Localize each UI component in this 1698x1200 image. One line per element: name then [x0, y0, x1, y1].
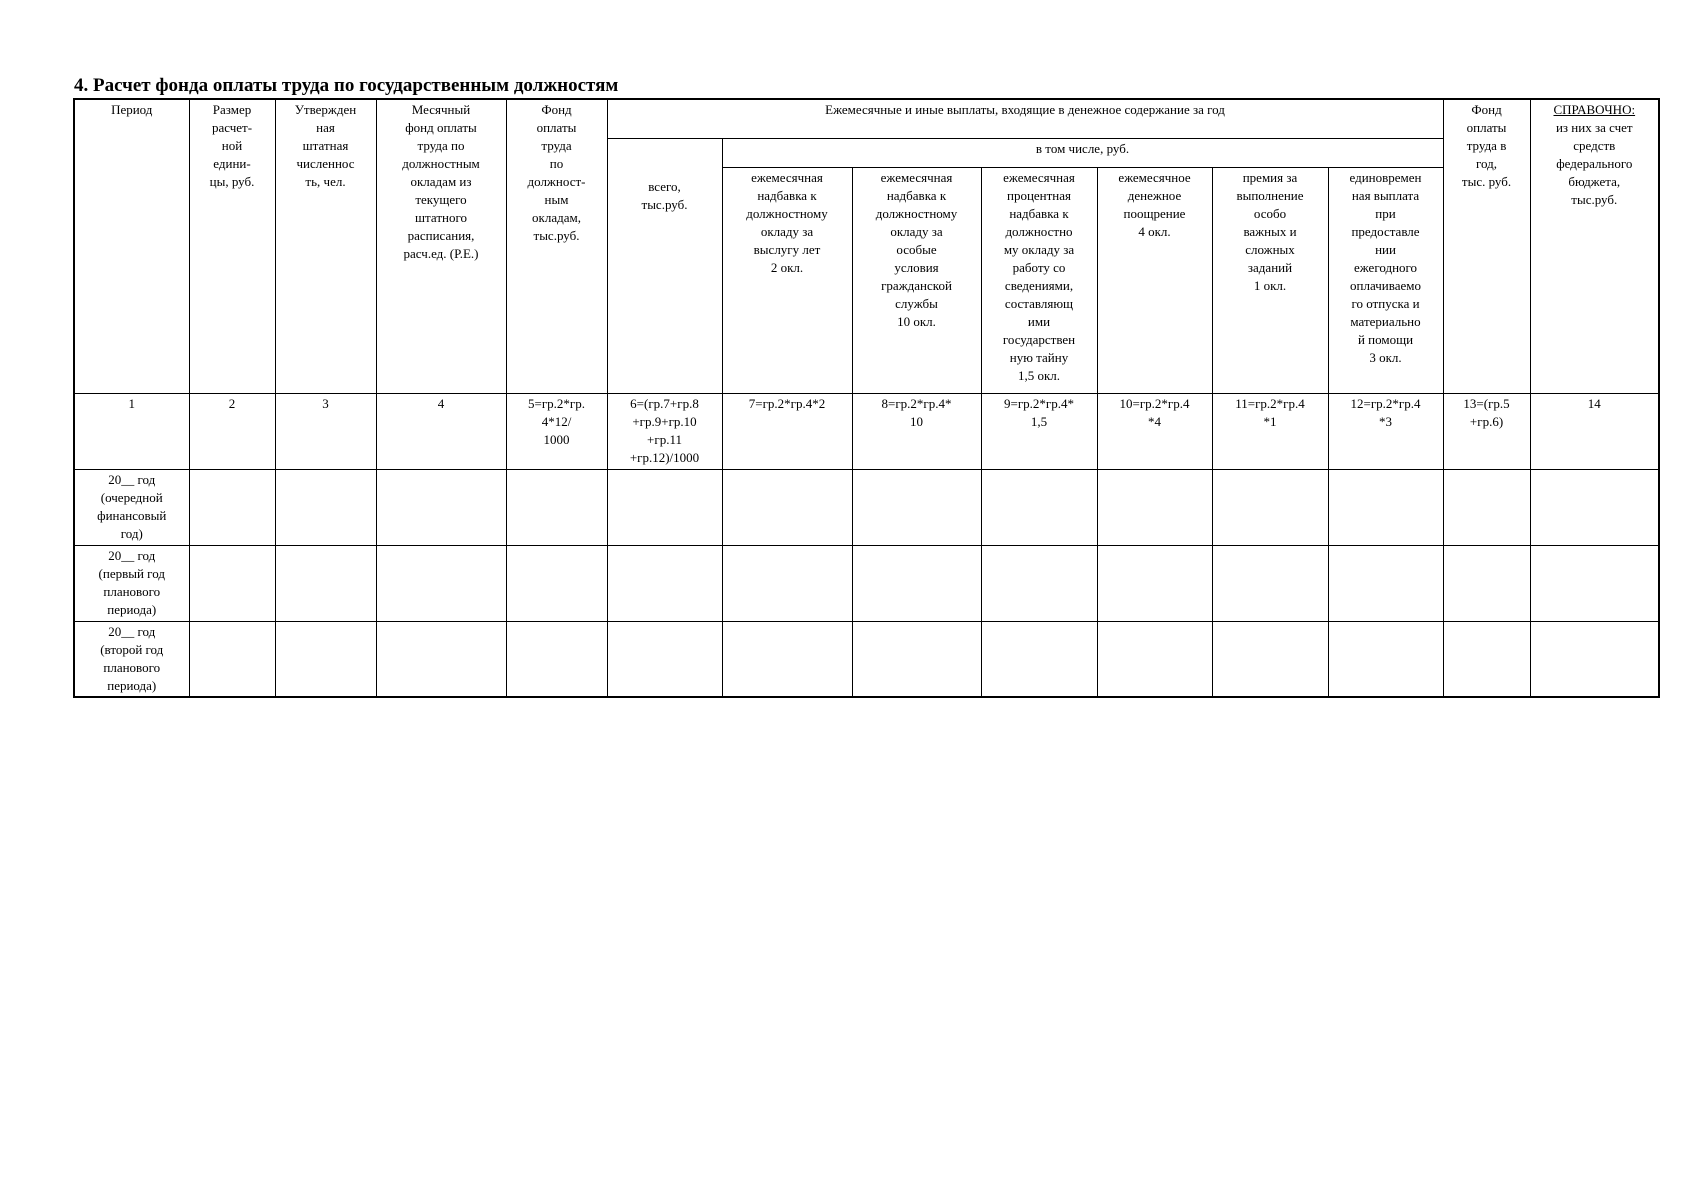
data-cell [275, 621, 376, 697]
data-cell [852, 621, 981, 697]
data-cell [189, 469, 275, 545]
data-cell [1530, 621, 1659, 697]
data-cell [1530, 469, 1659, 545]
header-reference [1530, 99, 1659, 393]
data-cell [852, 469, 981, 545]
data-cell [275, 469, 376, 545]
data-cell [506, 469, 607, 545]
data-cell [1443, 469, 1530, 545]
data-cell [1212, 621, 1328, 697]
header-incl: в том числе, руб. [722, 138, 1443, 167]
data-cell [607, 621, 722, 697]
data-cell [1443, 621, 1530, 697]
formula-cell: 10=гр.2*гр.4 *4 [1097, 393, 1212, 469]
formula-cell: 8=гр.2*гр.4* 10 [852, 393, 981, 469]
data-cell [1443, 545, 1530, 621]
data-cell [722, 545, 852, 621]
data-cell [607, 545, 722, 621]
formula-cell: 3 [275, 393, 376, 469]
data-cell [1212, 545, 1328, 621]
period-cell: 20__ год (второй год планового периода) [74, 621, 189, 697]
data-cell [376, 469, 506, 545]
data-cell [275, 545, 376, 621]
formula-cell: 11=гр.2*гр.4 *1 [1212, 393, 1328, 469]
data-cell [981, 545, 1097, 621]
data-cell [1328, 545, 1443, 621]
data-cell [1097, 469, 1212, 545]
header-payments-group: Ежемесячные и иные выплаты, входящие в денежное содержание за год [607, 99, 1443, 138]
table-row [74, 621, 1659, 697]
formula-cell: 5=гр.2*гр. 4*12/ 1000 [506, 393, 607, 469]
data-cell [981, 621, 1097, 697]
formula-cell: 2 [189, 393, 275, 469]
formula-cell: 12=гр.2*гр.4 *3 [1328, 393, 1443, 469]
header-rate: Размер расчет- ной едини- цы, руб. [189, 99, 275, 393]
table-row [74, 545, 1659, 621]
header-fund-year: Фонд оплаты труда в год, тыс. руб. [1443, 99, 1530, 393]
data-cell [189, 545, 275, 621]
header-sub-7: ежемесячная надбавка к должностному окладу за выслугу лет 2 окл. [722, 167, 852, 393]
data-cell [607, 469, 722, 545]
formula-cell: 4 [376, 393, 506, 469]
header-sub-9: ежемесячная процентная надбавка к должностно му окладу за работу со сведениями, составляющ ими государствен ную тайну 1,5 окл. [981, 167, 1097, 393]
header-salary-fund: Фонд оплаты труда по должност- ным окладам, тыс.руб. [506, 99, 607, 393]
period-cell: 20__ год (очередной финансовый год) [74, 469, 189, 545]
data-cell [506, 621, 607, 697]
data-cell [852, 545, 981, 621]
reference-text: из них за счет средств федерального бюджета, тыс.руб. [1555, 120, 1633, 207]
data-cell [981, 469, 1097, 545]
data-cell [722, 469, 852, 545]
page-title: 4. Расчет фонда оплаты труда по государственным должностям [74, 75, 619, 96]
formula-cell: 6=(гр.7+гр.8 +гр.9+гр.10 +гр.11 +гр.12)/1000 [607, 393, 722, 469]
formula-row [74, 393, 1659, 469]
header-staff: Утвержден ная штатная численнос ть, чел. [275, 99, 376, 393]
data-cell [506, 545, 607, 621]
data-cell [189, 621, 275, 697]
header-period: Период [74, 99, 189, 393]
formula-cell: 14 [1530, 393, 1659, 469]
data-cell [722, 621, 852, 697]
data-cell [1097, 621, 1212, 697]
salary-fund-table [73, 98, 1660, 698]
data-cell [1328, 469, 1443, 545]
header-row-1 [74, 99, 1659, 138]
header-monthly-fund: Месячный фонд оплаты труда по должностным окладам из текущего штатного расписания, расч.ед. (Р.Е.) [376, 99, 506, 393]
data-cell [1328, 621, 1443, 697]
formula-cell: 7=гр.2*гр.4*2 [722, 393, 852, 469]
reference-label: СПРАВОЧНО: [1553, 102, 1636, 117]
data-cell [376, 621, 506, 697]
data-cell [1530, 545, 1659, 621]
data-cell [1212, 469, 1328, 545]
header-sub-12: единовремен ная выплата при предоставле нии ежегодного оплачиваемо го отпуска и материально й помощи 3 окл. [1328, 167, 1443, 393]
data-cell [376, 545, 506, 621]
header-sub-10: ежемесячное денежное поощрение 4 окл. [1097, 167, 1212, 393]
formula-cell: 1 [74, 393, 189, 469]
data-cell [1097, 545, 1212, 621]
period-cell: 20__ год (первый год планового периода) [74, 545, 189, 621]
formula-cell: 13=(гр.5 +гр.6) [1443, 393, 1530, 469]
header-total: всего, тыс.руб. [607, 138, 722, 393]
header-sub-11: премия за выполнение особо важных и сложных заданий 1 окл. [1212, 167, 1328, 393]
formula-cell: 9=гр.2*гр.4* 1,5 [981, 393, 1097, 469]
header-sub-8: ежемесячная надбавка к должностному окладу за особые условия гражданской службы 10 окл. [852, 167, 981, 393]
table-row [74, 469, 1659, 545]
